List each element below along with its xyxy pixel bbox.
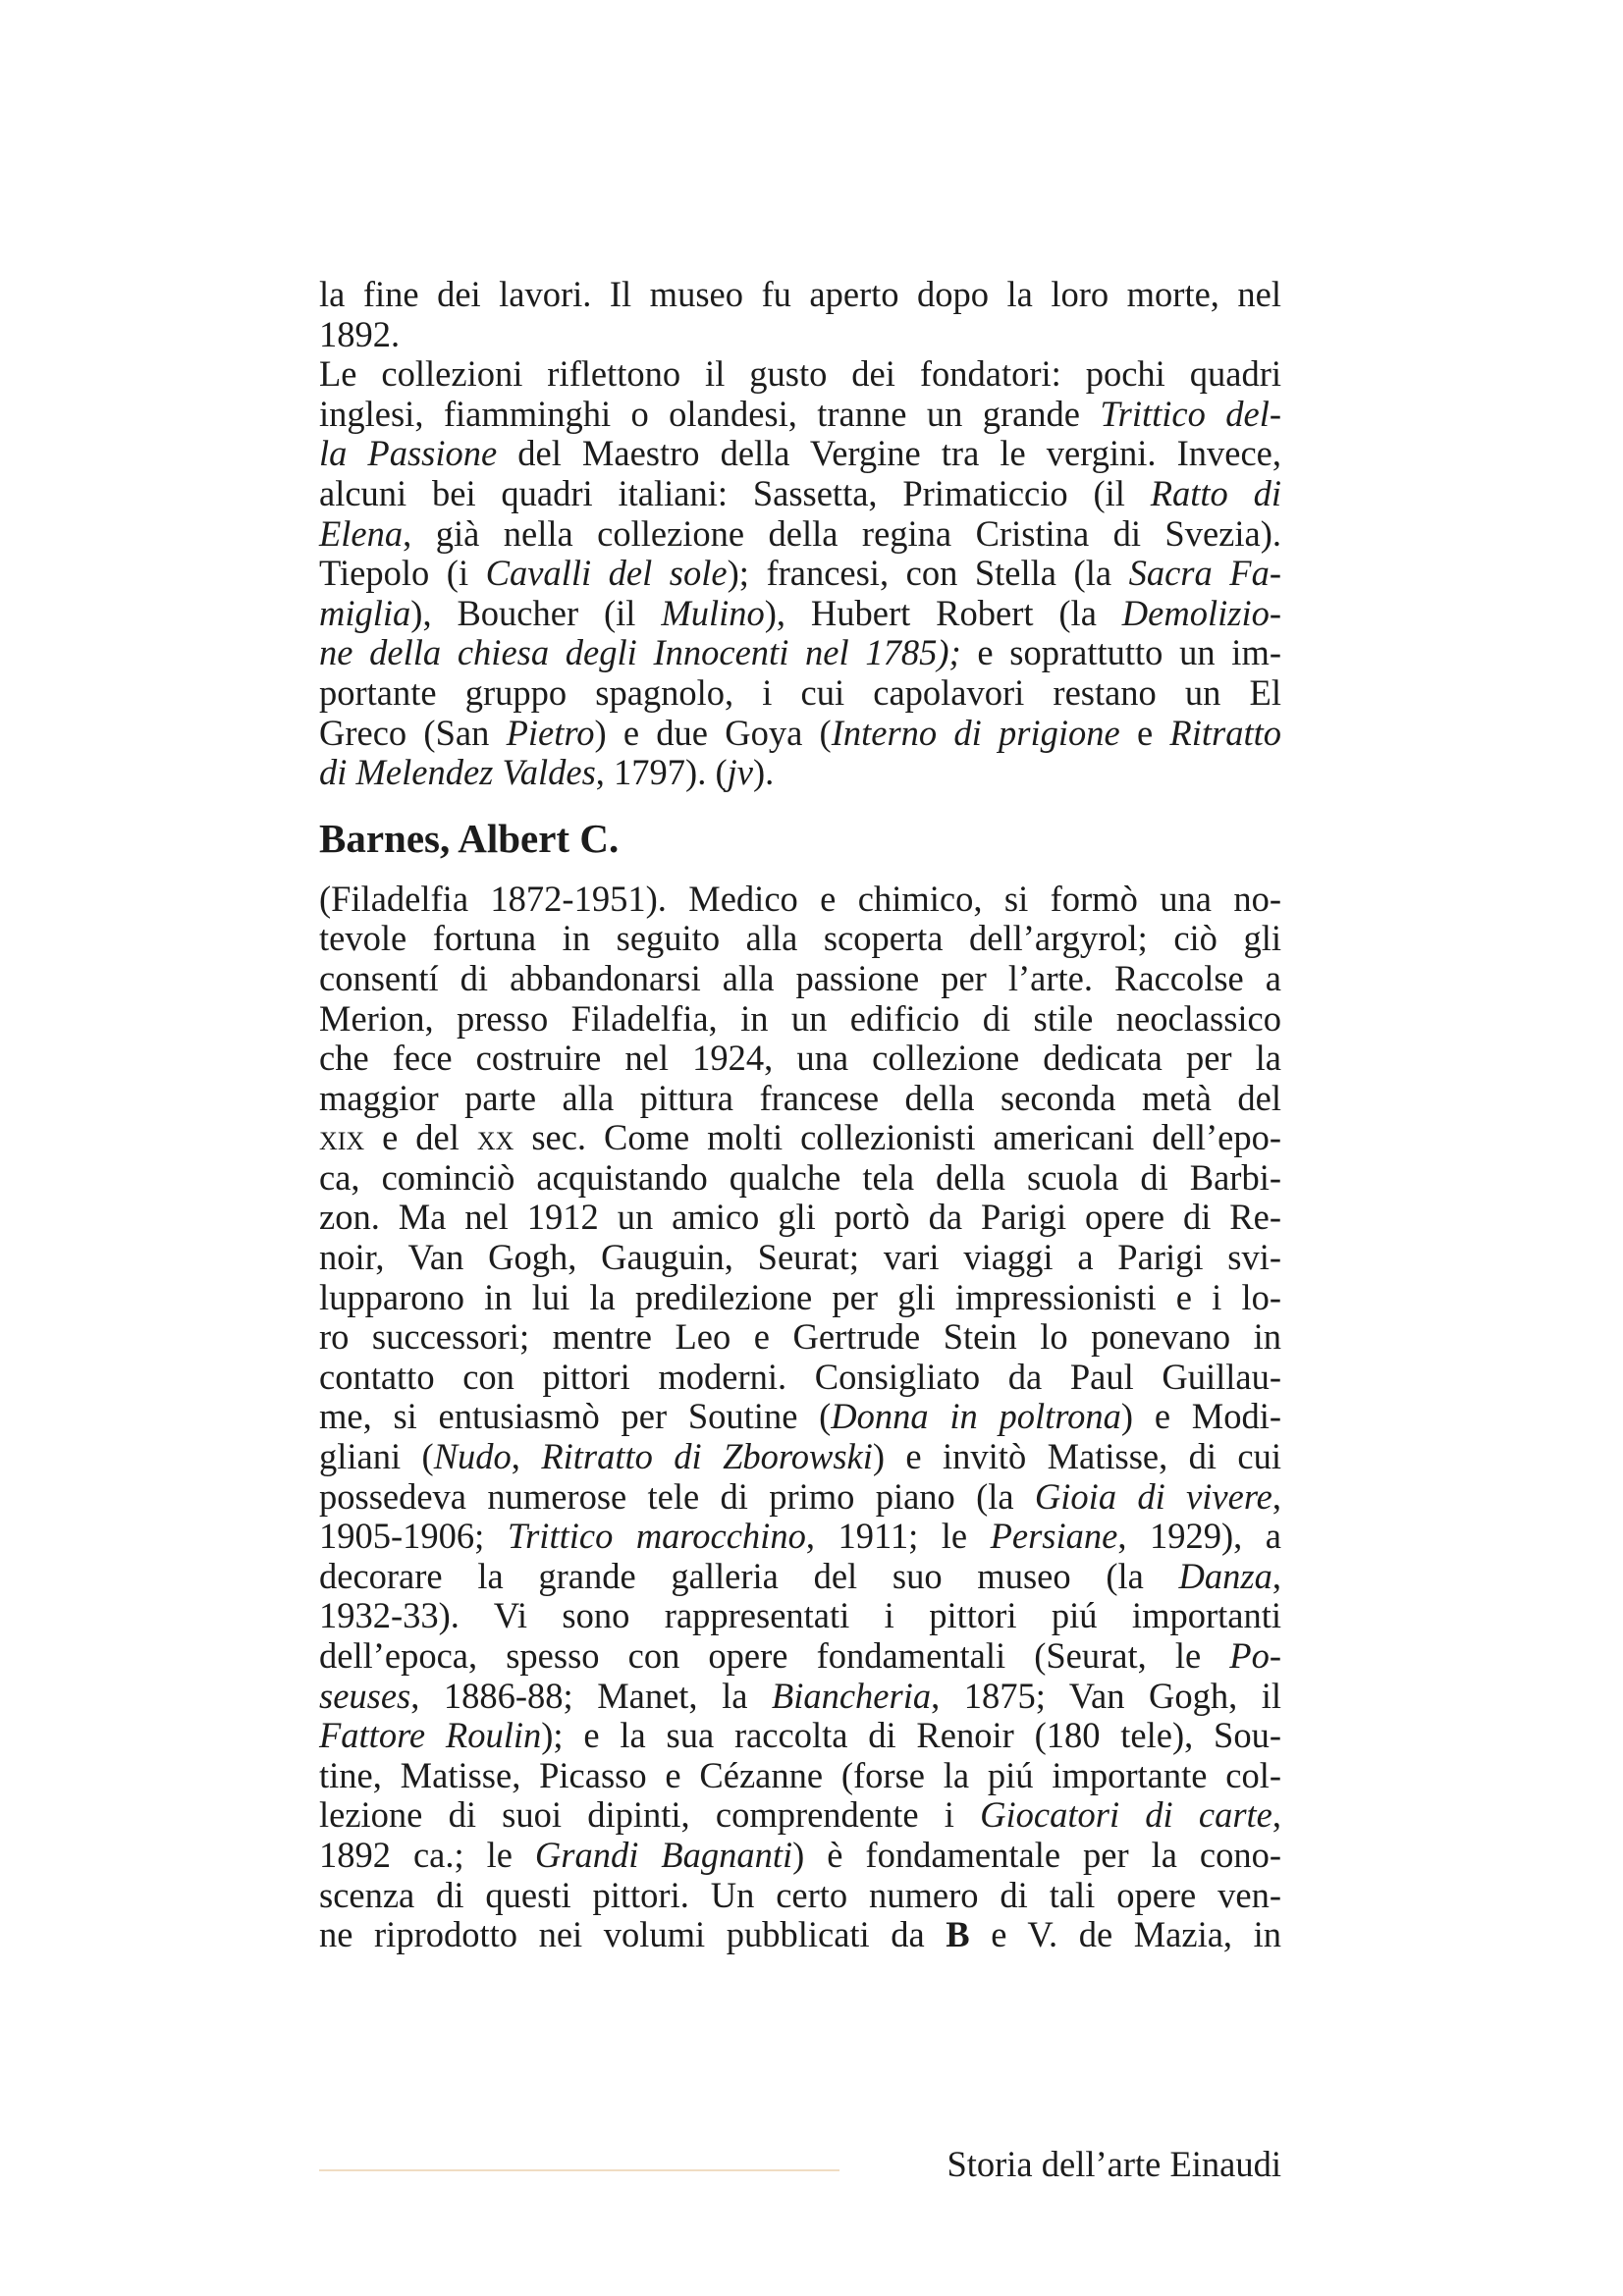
- text-line: 1892.: [319, 313, 401, 354]
- artwork-title: Elena: [319, 512, 404, 554]
- artwork-title: Donna in poltrona: [831, 1396, 1121, 1437]
- footer-divider: [319, 2169, 839, 2171]
- text-line: ro successori; mentre Leo e Gertrude Stein lo ponevano in: [319, 1316, 1281, 1358]
- artwork-title: ne della chiesa degli Innocenti nel 1785);: [319, 632, 961, 673]
- artwork-title: Danza: [1178, 1555, 1272, 1596]
- text-line: lupparono in lui la predilezione per gli impressionisti e i lo-: [319, 1276, 1281, 1317]
- text-line: tevole fortuna in seguito alla scoperta dell’argyrol; ciò gli: [319, 918, 1281, 959]
- text-line: gliani (Nudo, Ritratto di Zborowski) e invitò Matisse, di cui: [319, 1436, 1282, 1477]
- text-line: Tiepolo (i Cavalli del sole); francesi, con Stella (la Sacra Fa-: [319, 553, 1281, 594]
- artwork-title: Demolizio-: [1121, 592, 1281, 633]
- artwork-title: Biancheria: [771, 1675, 932, 1716]
- artwork-title: Grandi Bagnanti: [534, 1834, 793, 1875]
- entry-abbreviation: B: [946, 1914, 970, 1955]
- main-text-column: [319, 275, 1281, 1955]
- text-line: la fine dei lavori. Il museo fu aperto dopo la loro morte, nel: [319, 274, 1281, 314]
- text-line: portante gruppo spagnolo, i cui capolavori restano un El: [319, 671, 1281, 713]
- text-line: consentí di abbandonarsi alla passione per l’arte. Raccolse a: [319, 957, 1281, 998]
- text-line: Fattore Roulin); e la sua raccolta di Renoir (180 tele), Sou-: [319, 1715, 1281, 1756]
- artwork-title: Pietro: [506, 712, 595, 753]
- artwork-title: Cavalli del sole: [485, 553, 728, 594]
- text-line: ne della chiesa degli Innocenti nel 1785); e soprattutto un im-: [319, 632, 1281, 673]
- entry-heading: Barnes, Albert C.: [319, 815, 620, 861]
- text-line: seuses, 1886-88; Manet, la Biancheria, 1875; Van Gogh, il: [319, 1675, 1282, 1716]
- text-line: contatto con pittori moderni. Consigliato da Paul Guillau-: [319, 1356, 1281, 1397]
- artwork-title: Trittico del-: [1100, 393, 1281, 434]
- artwork-title: miglia: [319, 592, 411, 633]
- artwork-title: la Passione: [319, 433, 498, 474]
- artwork-title: Ritratto: [1169, 712, 1281, 753]
- footer-title: Storia dell’arte Einaudi: [947, 2144, 1281, 2184]
- artwork-title: Sacra Fa-: [1128, 553, 1281, 594]
- text-line: ca, cominciò acquistando qualche tela della scuola di Barbi-: [319, 1156, 1281, 1198]
- artwork-title: Trittico marocchino: [507, 1516, 806, 1557]
- text-line: tine, Matisse, Picasso e Cézanne (forse la piú importante col-: [319, 1754, 1281, 1795]
- text-line: Greco (San Pietro) e due Goya (Interno di prigione e Ritratto: [319, 712, 1281, 753]
- text-line: maggior parte alla pittura francese della seconda metà del: [319, 1077, 1281, 1118]
- text-line: miglia), Boucher (il Mulino), Hubert Robert (la Demolizio-: [319, 592, 1281, 633]
- text-line: me, si entusiasmò per Soutine (Donna in poltrona) e Modi-: [319, 1396, 1282, 1437]
- text-line: la Passione del Maestro della Vergine tra le vergini. Invece,: [319, 433, 1281, 474]
- artwork-title: Po-: [1229, 1635, 1281, 1676]
- text-line: dell’epoca, spesso con opere fondamentali (Seurat, le Po-: [319, 1635, 1281, 1676]
- artwork-title: Giocatori di carte: [980, 1794, 1272, 1836]
- artwork-title: di Melendez Valdes: [319, 752, 596, 793]
- artwork-title: Nudo: [433, 1436, 512, 1477]
- text-line: lezione di suoi dipinti, comprendente i Giocatori di carte,: [319, 1794, 1282, 1836]
- text-line: che fece costruire nel 1924, una collezione dedicata per la: [319, 1038, 1281, 1079]
- artwork-title: Gioia di vivere: [1034, 1475, 1272, 1517]
- text-line: Merion, presso Filadelfia, in un edificio di stile neoclassico: [319, 997, 1281, 1039]
- text-line: scenza di questi pittori. Un certo numero di tali opere ven-: [319, 1874, 1281, 1915]
- century-numeral: xix: [319, 1117, 365, 1158]
- text-line: (Filadelfia 1872-1951). Medico e chimico, si formò una no-: [319, 878, 1281, 919]
- artwork-title: seuses: [319, 1675, 411, 1716]
- artwork-title: Mulino: [661, 592, 765, 633]
- text-line: decorare la grande galleria del suo museo (la Danza,: [319, 1555, 1281, 1596]
- text-line: di Melendez Valdes, 1797). (jv).: [319, 752, 775, 793]
- text-line: noir, Van Gogh, Gauguin, Seurat; vari viaggi a Parigi svi-: [319, 1237, 1281, 1278]
- text-line: inglesi, fiamminghi o olandesi, tranne un grande Trittico del-: [319, 393, 1281, 434]
- century-numeral: xx: [476, 1117, 514, 1158]
- text-line: ne riprodotto nei volumi pubblicati da B e V. de Mazia, in: [319, 1914, 1281, 1955]
- text-line: possedeva numerose tele di primo piano (la Gioia di vivere,: [319, 1475, 1281, 1517]
- text-line: 1892 ca.; le Grandi Bagnanti) è fondamentale per la cono-: [319, 1834, 1281, 1875]
- text-line: xix e del xx sec. Come molti collezionisti americani dell’epo-: [319, 1117, 1281, 1158]
- text-line: alcuni bei quadri italiani: Sassetta, Primaticcio (il Ratto di: [319, 472, 1281, 513]
- text-line: zon. Ma nel 1912 un amico gli portò da Parigi opere di Re-: [319, 1197, 1281, 1238]
- text-line: Le collezioni riflettono il gusto dei fondatori: pochi quadri: [319, 353, 1281, 395]
- text-line: 1905-1906; Trittico marocchino, 1911; le Persiane, 1929), a: [319, 1516, 1281, 1557]
- text-line: 1932-33). Vi sono rappresentati i pittori piú importanti: [319, 1595, 1281, 1636]
- author-initials: jv: [727, 752, 753, 793]
- artwork-title: Ratto di: [1150, 472, 1281, 513]
- artwork-title: Interno di prigione: [831, 712, 1120, 753]
- artwork-title: Ritratto di Zborowski: [541, 1436, 873, 1477]
- artwork-title: Fattore Roulin: [319, 1715, 542, 1756]
- text-line: Elena, già nella collezione della regina Cristina di Svezia).: [319, 512, 1281, 554]
- artwork-title: Persiane: [990, 1516, 1118, 1557]
